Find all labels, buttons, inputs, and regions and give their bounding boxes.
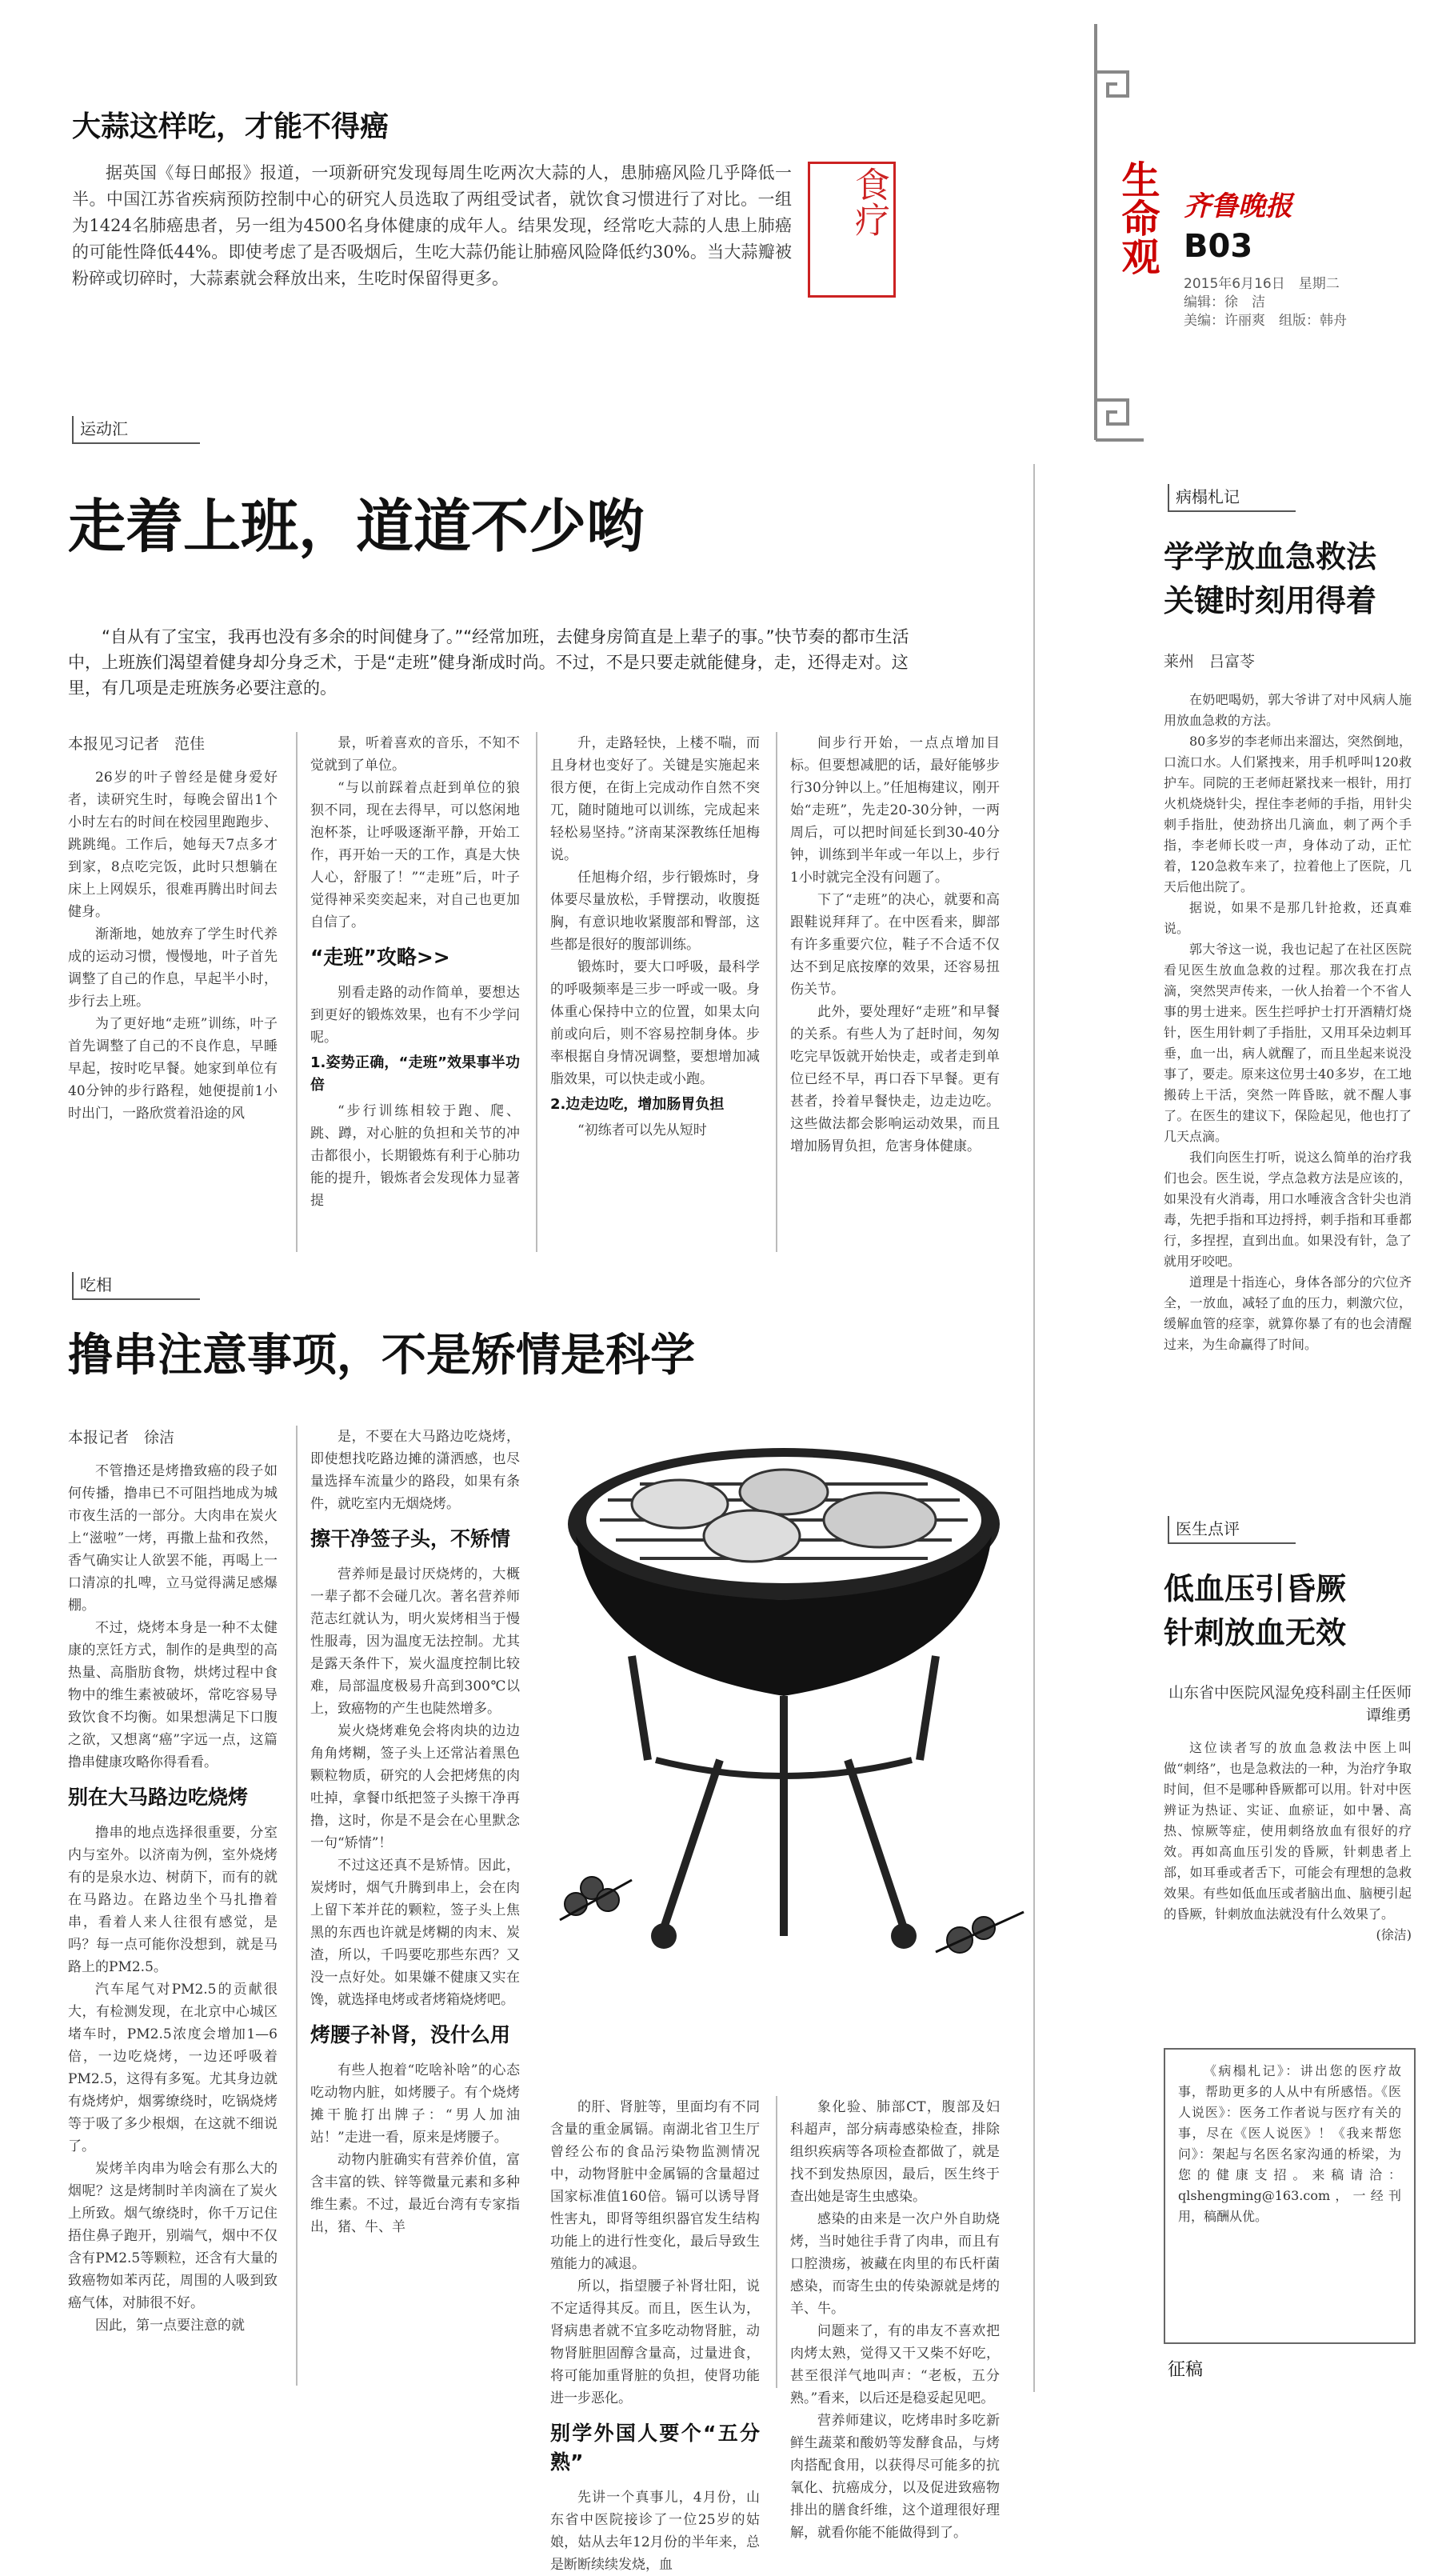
hypotension-body: [1164, 1738, 1412, 2034]
page-design: 美编：许丽爽 组版：韩舟: [1184, 313, 1347, 329]
walk-sub-1a: 1.姿势正确，“走班”效果事半功倍: [310, 1054, 520, 1094]
bl-p1: 在奶吧喝奶，郭大爷讲了对中风病人施用放血急救的方法。: [1164, 692, 1412, 728]
notice-text: 《病榻札记》：讲出您的医疗故事，帮助更多的人从中有所感悟。《医人说医》：医务工作者说与医疗有关的事，尽在《医人说医》！《我来帮您问》：架起与名医名家沟通的桥梁，为您的健康支招。来稿请洽：qlshengming@163.com，一经刊用，稿酬从优。: [1178, 2063, 1401, 2224]
paper-name: 齐鲁晚报: [1184, 190, 1292, 222]
bbq-c2-p3: 炭火烧烤难免会将肉块的边边角角烤糊，签子头上还常沾着黑色颗粒物质，研究的人会把烤焦的肉吐掉，拿餐巾纸把签子头擦干净再撸，这时，你是不是会在心里默念一句“矫情”！: [310, 1723, 520, 1851]
page-date: 2015年6月16日 星期二: [1184, 276, 1340, 292]
walk-c3-p4: “初练者可以先从短时: [577, 1122, 707, 1138]
bbq-c3-p1: 的肝、肾脏等，里面均有不同含量的重金属镉。南湖北省卫生厅曾经公布的食品污染物监测情况中，动物肾脏中金属镉的含量超过国家标准值160倍。镉可以诱导肾性害丸，即肾等组织器官发生结构功能上的进行性变化，最后导致生殖能力的减退。: [550, 2099, 760, 2272]
walk-c1-p3: 为了更好地“走班”训练，叶子首先调整了自己的不良作息，早睡早起，按时吃早餐。她家到单位有40分钟的步行路程，她便提前1小时出门，一路欣赏着沿途的风: [68, 1016, 278, 1122]
bbq-c1-p2: 不过，烧烤本身是一种不太健康的烹饪方式，制作的是典型的高热量、高脂肪食物，烘烤过程中食物中的维生素被破坏，常吃容易导致饮食不均衡。如果想满足下口腹之欲，又想离“癌”字远一点，这篇撸串健康攻略你得看看。: [68, 1620, 278, 1770]
walk-c2-p2: “与以前踩着点赶到单位的狼狈不同，现在去得早，可以悠闲地泡杯茶，让呼吸逐渐平静，开始工作，再开始一天的工作，真是大快人心，舒服了！”“走班”后，叶子觉得神采奕奕起来，对自己也更加自信了。: [310, 780, 520, 930]
walk-c4-p3: 此外，要处理好“走班”和早餐的关系。有些人为了赶时间，匆匆吃完早饭就开始快走，或者走到单位已经不早，再口吞下早餐。更有甚者，拎着早餐快走，边走边吃。这些做法都会影响运动效果，而且增加肠胃负担，危害身体健康。: [790, 1004, 1000, 1154]
bbq-c2-p2: 营养师是最讨厌烧烤的，大概一辈子都不会碰几次。著名营养师范志红就认为，明火炭烤相当于慢性服毒，因为温度无法控制。尤其是露天条件下，炭火温度控制比较难，局部温度极易升高到300℃以上，致癌物的产生也陡然增多。: [310, 1566, 520, 1717]
bbq-divider-3: [776, 2096, 777, 2388]
bbq-c4-p3: 问题来了，有的串友不喜欢把肉烤太熟，觉得又干又柴不好吃，甚至很洋气地叫声：“老板，五分熟。”看来，以后还是稳妥起见吧。: [790, 2323, 1000, 2406]
bbq-c1-p5: 炭烤羊肉串为啥会有那么大的烟呢？这是烤制时羊肉滴在了炭火上所致。烟气缭绕时，你千万记住捂住鼻子跑开，别端气，烟中不仅含有PM2.5等颗粒，还含有大量的致癌物如苯丙芘，周围的人吸到致癌气体，对肺很不好。: [68, 2161, 278, 2311]
walk-sub-1: “走班”攻略>>: [310, 946, 450, 969]
walk-c4-p2: 下了“走班”的决心，就要和高跟鞋说拜拜了。在中医看来，脚部有许多重要穴位，鞋子不合适不仅达不到足底按摩的效果，还容易扭伤关节。: [790, 892, 1000, 998]
bbq-col-1: [68, 1460, 278, 2388]
bbq-c3-p2: 所以，指望腰子补肾壮阳，说不定适得其反。而且，医生认为，肾病患者就不宜多吃动物肾脏，动物肾脏胆固醇含量高，过量进食，将可能加重肾脏的负担，使肾功能进一步恶化。: [550, 2278, 760, 2406]
bbq-col-2: [310, 1426, 520, 2390]
section-title: 生命观: [1115, 160, 1160, 275]
hypotension-title-2: 针刺放血无效: [1164, 1615, 1347, 1650]
walk-c2-p4: “步行训练相较于跑、爬、跳、蹲，对心脏的负担和关节的冲击都很小，长期锻炼有利于心肺功能的提升，锻炼者会发现体力显著提: [310, 1103, 520, 1209]
bloodletting-title-2: 关键时刻用得着: [1164, 583, 1377, 618]
bl-p4: 郭大爷这一说，我也记起了在社区医院看见医生放血急救的过程。那次我在打点滴，突然哭声传来，一伙人抬着一个不省人事的男士进来。医生拦呼护士打开酒精灯烧针，医生用针刺了手指肚，又用耳朵边刺耳垂，血一出，病人就醒了，而且坐起来说没事了，要走。原来这位男士40多岁，在工地搬砖上干活，突然一阵昏眩，就不醒人事了。在医生的建议下，保险起见，他也打了几天点滴。: [1164, 942, 1412, 1144]
section-tag: 食疗: [849, 166, 889, 237]
bbq-c3-p3: 先讲一个真事儿，4月份，山东省中医院接诊了一位25岁的姑娘，姑从去年12月份的半年来，总是断断续续发烧，血: [550, 2490, 760, 2573]
bl-p6: 道理是十指连心，身体各部分的穴位齐全，一放血，减轻了血的压力，刺激穴位，缓解血管的痉挛，就算你暴了有的也会清醒过来，为生命赢得了时间。: [1164, 1274, 1412, 1352]
hypotension-title-1: 低血压引昏厥: [1164, 1571, 1347, 1606]
walk-byline: 本报见习记者 范佳: [68, 735, 206, 753]
notice-box: [1164, 2048, 1416, 2344]
bbq-c2-p5: 有些人抱着“吃啥补啥”的心态吃动物内脏，如烤腰子。有个烧烤摊干脆打出牌子：“男人加油站！”走进一看，原来是烤腰子。: [310, 2062, 520, 2146]
bbq-sub-2: 擦干净签子头，不矫情: [310, 1527, 511, 1550]
bbq-col-3: [550, 2096, 760, 2573]
garlic-title: 大蒜这样吃，才能不得癌: [72, 110, 389, 143]
bbq-byline: 本报记者 徐洁: [68, 1429, 175, 1446]
bl-p3: 据说，如果不是那几针抢救，还真难说。: [1164, 900, 1412, 936]
walk-divider-1: [296, 732, 298, 1252]
bbq-title: 撸串注意事项，不是矫情是科学: [68, 1330, 695, 1382]
walk-c4-p1: 间步行开始，一点点增加目标。但要想减肥的话，最好能够步行30分钟以上。”任旭梅建议，刚开始“走班”，先走20-30分钟，一两周后，可以把时间延长到30-40分钟，训练到半年或一年以上，步行1小时就完全没有问题了。: [790, 735, 1000, 886]
bbq-sub-1: 别在大马路边吃烧烤: [68, 1786, 249, 1809]
bbq-c1-p3: 撸串的地点选择很重要，分室内与室外。以济南为例，室外烧烤有的是泉水边、树荫下，而有的就在马路边。在路边坐个马扎撸着串，看着人来人往很有感觉，是吗？每一点可能你没想到，就是马路上的PM2.5。: [68, 1825, 278, 1975]
walk-c3-p3: 锻炼时，要大口呼吸，最科学的呼吸频率是三步一呼或一吸。身体重心保持中立的位置，如果太向前或向后，则不容易控制身体。步率根据自身情况调整，要想增加减脂效果，可以快走或小跑。: [550, 959, 760, 1087]
walk-c2-p3: 别看走路的动作简单，要想达到更好的锻炼效果，也有不少学问呢。: [310, 985, 520, 1046]
bbq-divider-1: [296, 1426, 298, 2386]
walk-divider-2: [536, 732, 537, 1252]
bloodletting-body: [1164, 690, 1412, 1490]
bbq-c4-p2: 感染的由来是一次户外自助烧烤，当时她往手背了肉串，而且有口腔溃疡，被藏在肉里的布氏杆菌感染，而寄生虫的传染源就是烤的羊、牛。: [790, 2211, 1000, 2317]
bbq-tag: 吃相: [72, 1272, 200, 1300]
bbq-c2-p6: 动物内脏确实有营养价值，富含丰富的铁、锌等微量元素和多种维生素。不过，最近台湾有专家指出，猪、牛、羊: [310, 2152, 520, 2235]
section-header: [849, 24, 1424, 456]
bbq-col-4: [790, 2096, 1000, 2541]
page-number: B03: [1184, 228, 1253, 265]
walk-c1-p1: 26岁的叶子曾经是健身爱好者，读研究生时，每晚会留出1个小时左右的时间在校园里跑跑步、跳跳绳。工作后，她每天7点多才到家，8点吃完饭，此时只想躺在床上上网娱乐，很难再腾出时间去健身。: [68, 770, 278, 920]
bl-p2: 80多岁的李老师出来溜达，突然倒地，口流口水。人们紧拽来，用手机呼叫120救护车。同院的王老师赶紧找来一根针，用打火机烧烧针尖，捏住李老师的手指，用针尖刺手指肚，使劲挤出几滴血，刺了两个手指，李老师长哎一声，身体动了动，正忙着，120急救车来了，拉着他上了医院，几天后他出院了。: [1164, 734, 1412, 894]
hypotension-author: 山东省中医院风湿免疫科副主任医师 谭维勇: [1168, 1684, 1428, 1724]
walk-c3-p2: 任旭梅介绍，步行锻炼时，身体要尽量放松，手臂摆动，收腹挺胸，有意识地收紧腹部和臀部，这些都是很好的腹部训练。: [550, 870, 760, 953]
bbq-c1-p6: 因此，第一点要注意的就: [95, 2318, 245, 2334]
bbq-c1-p1: 不管撸还是烤撸致癌的段子如何传播，撸串已不可阻挡地成为城市夜生活的一部分。大肉串在炭火上“滋啦”一烤，再撒上盐和孜然，香气确实让人欲罢不能，再喝上一口清凉的扎啤，立马觉得满足感爆棚。: [68, 1463, 278, 1614]
walk-lead: “自从有了宝宝，我再也没有多余的时间健身了。”“经常加班，去健身房简直是上辈子的事。”快节奏的都市生活中，上班族们渴望着健身却分身乏术，于是“走班”健身渐成时尚。不过，不是只要走就能健身，走，还得走对。这里，有几项是走班族务必要注意的。: [68, 627, 909, 698]
walk-col-1: [68, 766, 278, 1254]
garlic-body: 据英国《每日邮报》报道，一项新研究发现每周生吃两次大蒜的人，患肺癌风险几乎降低一半。中国江苏省疾病预防控制中心的研究人员选取了两组受试者，就饮食习惯进行了对比。一组为1424名肺癌患者，另一组为4500名身体健康的成年人。结果发现，经常吃大蒜的人患上肺癌的可能性降低44%。即使考虑了是否吸烟后，生吃大蒜仍能让肺癌风险降低约30%。当大蒜瓣被粉碎或切碎时，大蒜素就会释放出来，生吃时保留得更多。: [72, 163, 792, 288]
page-editor: 编辑：徐 洁: [1184, 294, 1265, 310]
bbq-sub-3: 烤腰子补肾，没什么用: [310, 2023, 511, 2046]
bbq-sub-4: 别学外国人要个“五分熟”: [550, 2422, 760, 2474]
grill-illustration: [544, 1408, 1040, 2072]
hy-p1: 这位读者写的放血急救法中医上叫做“刺络”，也是急救法的一种，为治疗争取时间，但不是哪种昏厥都可以用。针对中医辨证为热证、实证、血瘀证，如中暑、高热、惊厥等症，使用刺络放血有很好的疗效。再如高血压引发的昏厥，针刺患者上部，如耳垂或者舌下，可能会有理想的急救效果。有些如低血压或者脑出血、脑梗引起的昏厥，针刺放血法就没有什么效果了。: [1164, 1740, 1412, 1922]
walk-c1-p2: 渐渐地，她放弃了学生时代养成的运动习惯，慢慢地，叶子首先调整了自己的作息，早起半小时，步行去上班。: [68, 926, 278, 1010]
hypotension-sign: (徐洁): [1376, 1927, 1412, 1942]
walk-sub-1b: 2.边走边吃，增加肠胃负担: [550, 1096, 725, 1113]
hypotension-tag: 医生点评: [1168, 1516, 1296, 1544]
notice-label: 征稿: [1168, 2360, 1204, 2380]
bl-p5: 我们向医生打听，说这么简单的治疗我们也会。医生说，学点急救方法是应该的，如果没有火消毒，用口水唾液含含针尖也消毒，先把手指和耳边捋捋，刺手指和耳垂都行，多捏捏，直到出血。如果没有针，急了就用牙咬吧。: [1164, 1150, 1412, 1269]
walk-divider-3: [776, 732, 777, 1252]
bloodletting-author: 莱州 吕富苓: [1164, 653, 1256, 670]
bloodletting-title-1: 学学放血急救法: [1164, 539, 1377, 574]
walk-tag: 运动汇: [72, 416, 200, 444]
right-column-divider: [1033, 464, 1035, 2392]
bbq-c4-p4: 营养师建议，吃烤串时多吃新鲜生蔬菜和酸奶等发酵食品，与烤肉搭配食用，以获得尽可能多的抗氧化、抗癌成分，以及促进致癌物排出的膳食纤维，这个道理很好理解，就看你能不能做得到了。: [790, 2413, 1000, 2541]
walk-c2-p1: 景，听着喜欢的音乐，不知不觉就到了单位。: [310, 735, 520, 774]
bloodletting-tag: 病榻札记: [1168, 484, 1296, 512]
walk-col-2: [310, 732, 520, 1252]
bbq-c4-p1: 象化验、肺部CT，腹部及妇科超声，部分病毒感染检查，排除组织疾病等各项检查都做了，就是找不到发热原因，最后，医生终于查出她是寄生虫感染。: [790, 2099, 1000, 2205]
walk-title: 走着上班，道道不少哟: [68, 493, 645, 560]
walk-c3-p1: 升，走路轻快，上楼不喘，而且身材也变好了。关键是实施起来很方便，在街上完成动作自然不突兀，随时随地可以训练，完成起来轻松易坚持。”济南某深教练任旭梅说。: [550, 735, 760, 863]
bbq-c1-p4: 汽车尾气对PM2.5的贡献很大，有检测发现，在北京中心城区堵车时，PM2.5浓度会增加1—6倍，一边吃烧烤，一边还呼吸着PM2.5，这得有多冤。尤其身边就有烧烤炉，烟雾缭绕时，吃锅烧烤等于吸了多少根烟，在这就不细说了。: [68, 1982, 278, 2154]
walk-col-3: [550, 732, 760, 1252]
bbq-c2-p1: 是，不要在大马路边吃烧烤，即使想找吃路边摊的潇洒感，也尽量选择车流量少的路段，如果有条件，就吃室内无烟烧烤。: [310, 1429, 520, 1512]
bbq-c2-p4: 不过这还真不是矫情。因此，炭烤时，烟气升腾到串上，会在肉上留下苯并芘的颗粒，签子头上焦黑的东西也许就是烤糊的肉末、炭渣，所以，千吗要吃那些东西？又没一点好处。如果嫌不健康又实在馋，就选择电烤或者烤箱烧烤吧。: [310, 1858, 520, 2008]
walk-col-4: [790, 732, 1000, 1252]
